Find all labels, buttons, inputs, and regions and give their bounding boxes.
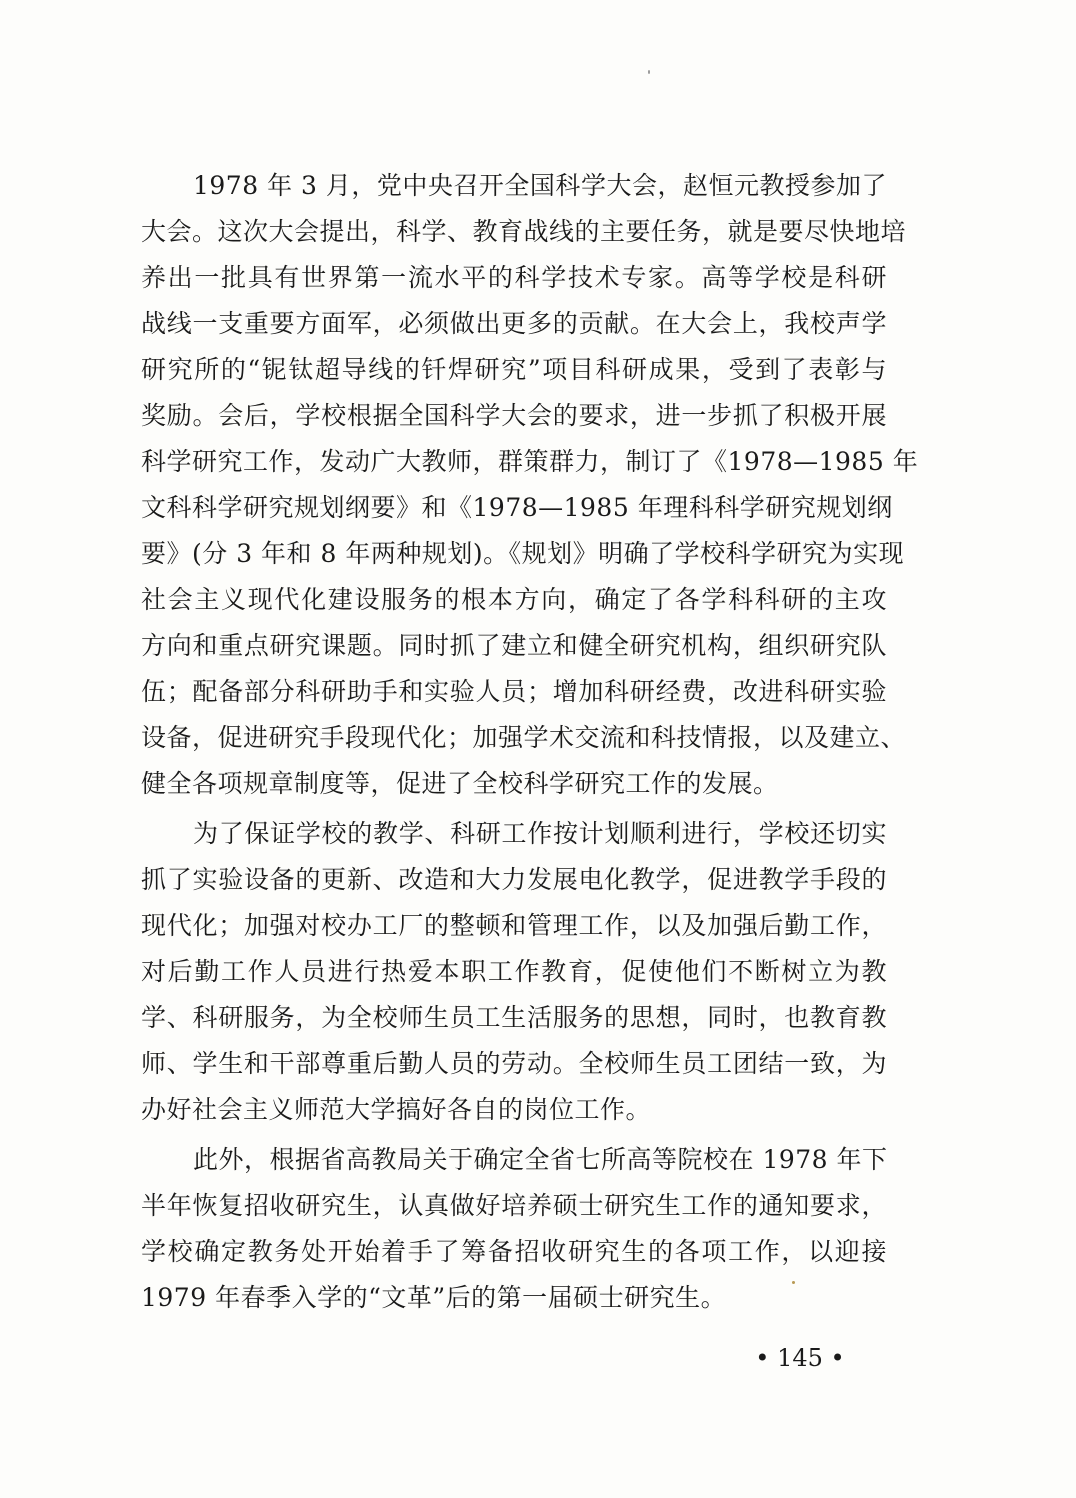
text-line: 研究所的“铌钛超导线的钎焊研究”项目科研成果，受到了表彰与 [141, 355, 887, 384]
text-line: 伍；配备部分科研助手和实验人员；增加科研经费，改进科研实验 [141, 677, 887, 706]
text-line: 设备，促进研究手段现代化；加强学术交流和科技情报，以及建立、 [141, 723, 907, 752]
text-line: 此外，根据省高教局关于确定全省七所高等院校在 1978 年下 [193, 1145, 888, 1174]
text-line: 健全各项规章制度等，促进了全校科学研究工作的发展。 [141, 769, 779, 798]
text-line: 文科科学研究规划纲要》和《1978—1985 年理科科学研究规划纲 [141, 493, 893, 522]
text-line: 方向和重点研究课题。同时抓了建立和健全研究机构，组织研究队 [141, 631, 887, 660]
text-line: 奖励。会后，学校根据全国科学大会的要求，进一步抓了积极开展 [141, 401, 887, 430]
text-line: 大会。这次大会提出，科学、教育战线的主要任务，就是要尽快地培 [141, 217, 907, 246]
text-line: 养出一批具有世界第一流水平的科学技术专家。高等学校是科研 [141, 263, 887, 292]
text-line: 办好社会主义师范大学搞好各自的岗位工作。 [141, 1095, 652, 1124]
text-line: 半年恢复招收研究生，认真做好培养硕士研究生工作的通知要求， [141, 1191, 887, 1220]
text-line: 社会主义现代化建设服务的根本方向，确定了各学科科研的主攻 [141, 585, 887, 614]
text-line: 学、科研服务，为全校师生员工生活服务的思想，同时，也教育教 [141, 1003, 887, 1032]
text-line: 要》(分 3 年和 8 年两种规划)。《规划》明确了学校科学研究为实现 [141, 539, 905, 568]
text-line: 战线一支重要方面军，必须做出更多的贡献。在大会上，我校声学 [141, 309, 887, 338]
text-line: 科学研究工作，发动广大教师，群策群力，制订了《1978—1985 年 [141, 447, 919, 476]
scan-speck [648, 70, 650, 74]
text-line: 现代化；加强对校办工厂的整顿和管理工作，以及加强后勤工作， [141, 911, 887, 940]
text-line: 1979 年春季入学的“文革”后的第一届硕士研究生。 [141, 1283, 727, 1312]
text-line: 对后勤工作人员进行热爱本职工作教育，促使他们不断树立为教 [141, 957, 887, 986]
text-line: 抓了实验设备的更新、改造和大力发展电化教学，促进教学手段的 [141, 865, 887, 894]
text-line: 为了保证学校的教学、科研工作按计划顺利进行，学校还切实 [193, 819, 887, 848]
body-text [141, 163, 919, 1321]
scan-speck [792, 1281, 795, 1284]
text-line: 学校确定教务处开始着手了筹备招收研究生的各项工作，以迎接 [141, 1237, 887, 1266]
page-number: • 145 • [755, 1344, 845, 1372]
text-line: 1978 年 3 月，党中央召开全国科学大会，赵恒元教授参加了 [193, 171, 887, 200]
text-line: 师、学生和干部尊重后勤人员的劳动。全校师生员工团结一致，为 [141, 1049, 887, 1078]
